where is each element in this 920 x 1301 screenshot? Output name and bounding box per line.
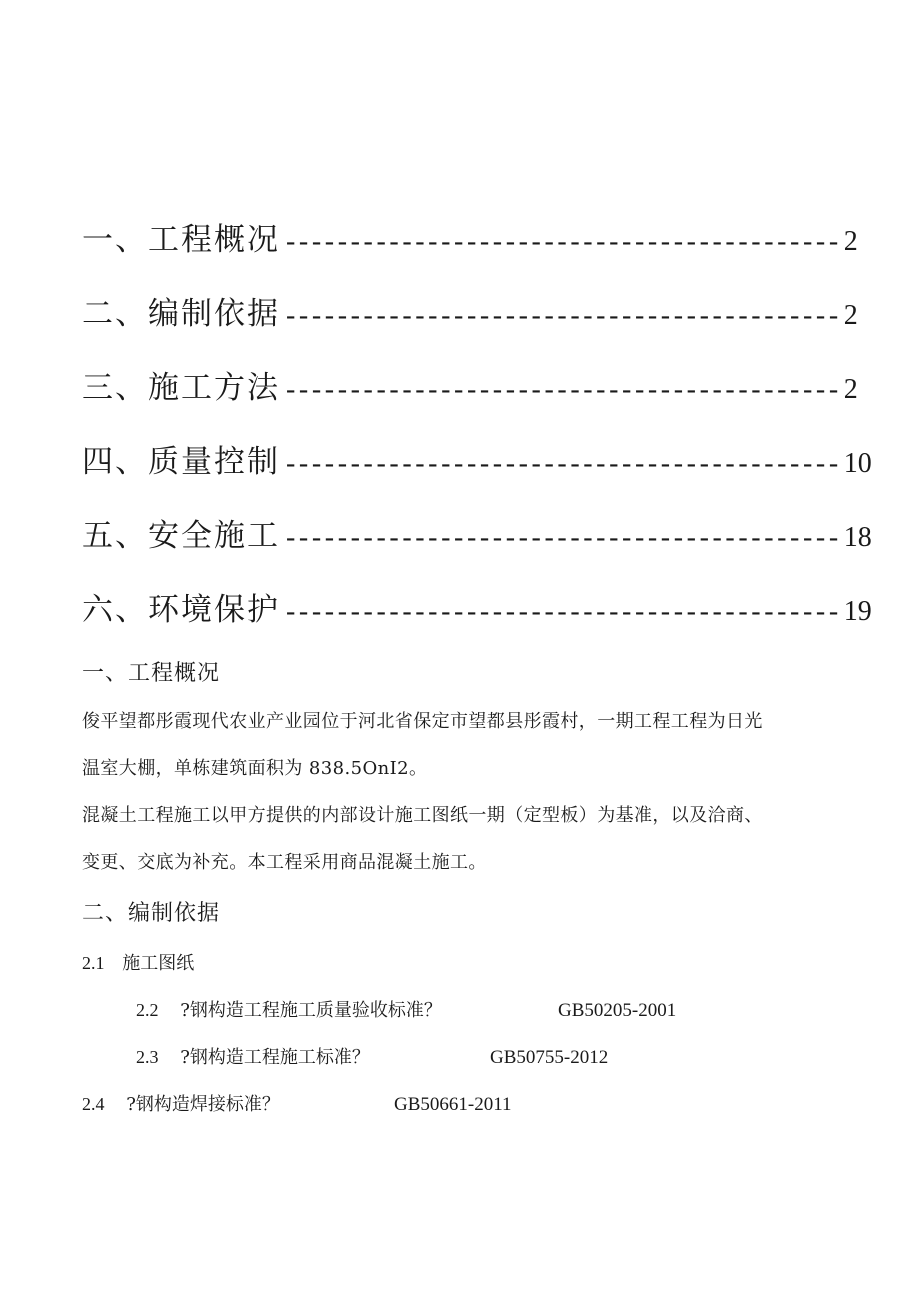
toc-leader-dashes: -------------------------------------------: [286, 300, 842, 331]
section-heading-overview: 一、工程概况: [82, 661, 221, 686]
overview-paragraph-line: 变更、交底为补充。本工程采用商品混凝土施工。: [82, 852, 487, 873]
toc-entry-4[interactable]: [82, 436, 872, 510]
reference-name: ?钢构造工程施工标准？: [180, 1047, 370, 1068]
toc-leader-dashes: -------------------------------------------: [286, 596, 842, 627]
toc-entry-title: 三、施工方法: [82, 370, 280, 406]
reference-standard-code: GB50661-2011: [394, 1094, 512, 1115]
reference-item-2-4: [82, 1081, 842, 1128]
reference-number: 2.2: [136, 1000, 159, 1020]
reference-standard-code: GB50205-2001: [558, 1000, 677, 1021]
reference-name: 施工图纸: [122, 953, 195, 974]
overview-paragraph-line: 混凝土工程施工以甲方提供的内部设计施工图纸一期（定型板）为基准，以及洽商、: [82, 805, 763, 826]
overview-paragraph-line: 温室大棚，单栋建筑面积为 838.5OnI2。: [82, 758, 428, 779]
reference-name: ?钢构造焊接标准？: [126, 1094, 280, 1115]
toc-leader-dashes: -------------------------------------------: [286, 374, 842, 405]
toc-entry-6[interactable]: [82, 584, 872, 658]
toc-entry-title: 一、工程概况: [82, 222, 280, 258]
document-body: [82, 650, 842, 1128]
reference-name: ?钢构造工程施工质量验收标准？: [180, 1000, 442, 1021]
toc-entry-1[interactable]: [82, 214, 858, 288]
reference-item-2-3: [82, 1034, 842, 1081]
reference-number: 2.4: [82, 1094, 105, 1114]
toc-leader-dashes: -------------------------------------------: [286, 448, 842, 479]
toc-entry-title: 五、安全施工: [82, 518, 280, 554]
toc-page-number: 2: [843, 226, 858, 257]
table-of-contents: [82, 214, 872, 658]
reference-standard-code: GB50755-2012: [490, 1047, 609, 1068]
toc-entry-3[interactable]: [82, 362, 858, 436]
reference-number: 2.3: [136, 1047, 159, 1067]
toc-page-number: 2: [843, 374, 858, 405]
overview-paragraph-line: 俊平望都彤霞现代农业产业园位于河北省保定市望都县彤霞村，一期工程工程为日光: [82, 711, 763, 732]
toc-page-number: 2: [843, 300, 858, 331]
toc-entry-title: 六、环境保护: [82, 592, 280, 628]
toc-page-number: 10: [843, 448, 872, 479]
toc-entry-title: 四、质量控制: [82, 444, 280, 480]
toc-entry-2[interactable]: [82, 288, 858, 362]
toc-leader-dashes: -------------------------------------------: [286, 522, 842, 553]
reference-item-2-1: [82, 940, 842, 987]
toc-page-number: 19: [843, 596, 872, 627]
toc-entry-5[interactable]: [82, 510, 872, 584]
toc-entry-title: 二、编制依据: [82, 296, 280, 332]
toc-page-number: 18: [843, 522, 872, 553]
reference-item-2-2: [82, 987, 842, 1034]
section-heading-basis: 二、编制依据: [82, 901, 221, 926]
reference-number: 2.1: [82, 953, 105, 973]
toc-leader-dashes: -------------------------------------------: [286, 226, 842, 257]
